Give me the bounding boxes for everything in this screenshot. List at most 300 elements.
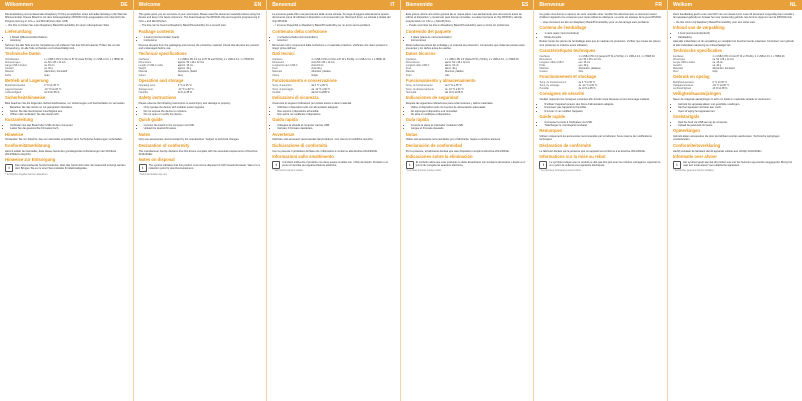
list-item: • 1 Board (Mikrocontroller-Platine) bbox=[10, 36, 128, 39]
list-item: • Instrucciones bbox=[411, 39, 529, 42]
column-header bbox=[534, 0, 667, 10]
spec-value: Aluminium, plastic bbox=[177, 70, 198, 74]
spec-label: Humidité bbox=[539, 87, 549, 91]
conformity-text: The manufacturer hereby declares that this device complies with the essential requirements of Directive 2014/30/EU. bbox=[138, 149, 258, 156]
section-heading-specs: Technische specificaties bbox=[672, 47, 722, 53]
spec-label: Material bbox=[138, 70, 148, 74]
list-item: • Utilice el dispositivo solo con fuentes de alimentación adecuadas. bbox=[411, 106, 529, 109]
section-heading-notes: Notas bbox=[405, 131, 418, 137]
spec-label: Temp. de fonctionnement bbox=[539, 81, 567, 85]
section-heading-quick-guide: Quick guide bbox=[138, 117, 163, 123]
spec-value: 1 x USB-C PD 2.0 (up to 87 W and 5V/3A), 2 x USB-A 3.0, 1 x HDMI 4K bbox=[177, 58, 254, 62]
kit-link[interactable]: → Vous trouverez les kits sur Raspberry Basic/Prime/Hobby pour un démarrage sans problème. bbox=[539, 21, 650, 25]
footnote: * Technical details may vary. bbox=[138, 173, 168, 176]
spec-label: Poids bbox=[539, 64, 546, 68]
spec-value: ca. 15 cm bbox=[44, 64, 55, 68]
spec-value: 1 x USB-C PD 2.0 (fino a 87 W e 5V/3A), 2 x USB-A 3.0, 1 x HDMI 4K bbox=[311, 58, 386, 62]
spec-value: env. 54 x 28 x 12 mm bbox=[578, 57, 602, 61]
spec-label: Operating temp. bbox=[138, 84, 156, 88]
spec-value: da 0 °C a 35 °C bbox=[311, 84, 329, 88]
section-heading-conformity: Déclaration de conformité bbox=[539, 142, 592, 148]
section-heading-operation: Funcionamiento y almacenamiento bbox=[405, 77, 476, 83]
spec-label: Temp. de stockage bbox=[539, 84, 560, 88]
spec-label: Abmessungen bbox=[5, 61, 21, 65]
notes-text: Utilizzare solo accessori raccomandati dal produttore. Con riserva di modifiche tecniche. bbox=[272, 138, 374, 142]
operation-table bbox=[272, 84, 395, 93]
spec-label: Luftfeuchtigkeit bbox=[5, 90, 22, 94]
list-item: • N'utilisez l'appareil qu'avec des blocs d'alimentation adaptés. bbox=[544, 103, 662, 106]
list-item: • 1 placa (placa de microcontrolador) bbox=[411, 36, 529, 39]
section-heading-disposal: Indicaciones sobre la eliminación bbox=[405, 153, 473, 159]
notes-text: Verwenden Sie nur Zubehör, das vom Hersteller empfohlen wird. Technische Änderungen vorbehalten. bbox=[5, 138, 123, 142]
list-item: • Non esporre il dispositivo all'umidità. bbox=[277, 110, 395, 113]
section-heading-conformity: Declaración de conformidad bbox=[405, 142, 463, 148]
spec-row bbox=[673, 87, 797, 90]
list-item: • Öffnen oder verändern Sie das Gerät nicht. bbox=[10, 113, 128, 116]
spec-row bbox=[539, 70, 662, 73]
spec-label: Interfacce bbox=[272, 58, 283, 62]
disposal-text: El símbolo indica que este producto no debe desecharse con la basura doméstica. Llévelo a un punto de recogida de aparatos eléctricos. bbox=[415, 160, 526, 167]
contents-list bbox=[272, 36, 395, 43]
section-heading-operation: Funzionamento e conservazione bbox=[272, 77, 337, 83]
spec-label: Color bbox=[405, 73, 412, 77]
spec-label: Temp. de funcionamiento bbox=[405, 84, 433, 88]
disposal-text: Das nebenstehende Symbol bedeutet, dass das Gerät nicht über den Hausmüll entsorgt werden darf. Bringen Sie es zu einer Sammelstelle für Elektroaltgeräte. bbox=[15, 163, 126, 171]
safety-text: Neem de volgende aanwijzingen in acht om letsel en materiële schade te voorkomen. bbox=[672, 98, 772, 102]
spec-label: Betriebstemperatur bbox=[5, 84, 26, 88]
list-item: • No abra ni modifique el dispositivo. bbox=[411, 113, 529, 116]
language-column-en bbox=[134, 0, 268, 401]
spec-label: Interfaces bbox=[138, 58, 150, 62]
spec-label: Dimensions bbox=[138, 61, 152, 65]
safety-list bbox=[272, 106, 395, 116]
list-item: • N'ouvrez ni ne modifiez l'appareil. bbox=[544, 110, 662, 113]
spec-label: Dimensioni bbox=[272, 61, 285, 65]
spec-value: 1 x USB-C PD 2.0 (jusqu'à 87 W et 5V/3A), 2 x USB-A 3.0, 1 x HDMI 4K bbox=[578, 54, 655, 58]
section-heading-notes: Remarques bbox=[539, 128, 563, 134]
spec-value: 0 °C to 35 °C bbox=[177, 84, 192, 88]
column-header bbox=[134, 0, 267, 10]
safety-list bbox=[406, 106, 529, 116]
spec-label: Temp. di esercizio bbox=[272, 84, 292, 88]
spec-value: circa 40 g bbox=[311, 67, 322, 71]
language-code: DE bbox=[120, 2, 128, 8]
spec-row bbox=[406, 91, 529, 94]
disposal-text: Het symbool geeft aan dat dit product niet met het huisvuil mag worden weggegooid. Breng het naar een inzamelpunt voor elektrische apparaten. bbox=[682, 160, 793, 167]
list-item: • Istruzioni bbox=[277, 39, 395, 42]
spec-value: 1 x USB-C PD 2.0 (tot 87 W en 5V/3A), 2 x USB-A 3.0, 1 x HDMI 4K bbox=[712, 54, 785, 58]
spec-value: Grey bbox=[177, 73, 183, 77]
spec-label: Peso bbox=[272, 67, 278, 71]
spec-value: circa 15 cm bbox=[311, 64, 324, 68]
section-heading-quick-guide: Guide rapide bbox=[539, 113, 565, 119]
language-code: NL bbox=[789, 2, 797, 8]
section-heading-disposal: Informatie over afvoer bbox=[672, 153, 717, 159]
info-icon: i bbox=[139, 164, 147, 172]
list-item: • Mode d'emploi bbox=[544, 36, 662, 39]
spec-label: Materiaal bbox=[672, 67, 683, 71]
section-heading-quick-guide: Guida rapida bbox=[272, 117, 298, 123]
section-heading-notes: Notes bbox=[138, 131, 151, 137]
section-heading-disposal: Hinweise zur Entsorgung bbox=[5, 157, 56, 163]
language-code: IT bbox=[390, 2, 395, 8]
list-item: • 1 board (microcontroller board) bbox=[144, 36, 262, 39]
spec-row bbox=[139, 91, 262, 94]
quick-guide-list bbox=[673, 121, 797, 128]
info-icon: i bbox=[539, 161, 547, 169]
spec-table bbox=[406, 58, 529, 77]
list-item: • Stel het apparaat niet bloot aan vocht. bbox=[678, 106, 797, 109]
list-item: • Open of wijzig het apparaat niet. bbox=[678, 110, 797, 113]
spec-value: de 0 °C a 35 °C bbox=[445, 84, 462, 88]
spec-value: Grigio bbox=[311, 73, 318, 77]
section-heading-conformity: Conformiteitsverklaring bbox=[672, 142, 721, 148]
operation-table bbox=[539, 81, 662, 90]
section-heading-specs: Technical specifications bbox=[138, 51, 187, 57]
spec-value: env. 40 g bbox=[578, 64, 589, 68]
spec-label: Luchtvochtigheid bbox=[672, 87, 691, 91]
list-item: • 1 bord (microcontrollerbord) bbox=[678, 32, 797, 35]
spec-value: approx. 40 g bbox=[177, 67, 192, 71]
section-heading-notes: Avvertenze bbox=[272, 131, 295, 137]
spec-label: Material bbox=[5, 70, 14, 74]
conformity-text: Hierbij verklaart de fabrikant dat dit apparaat voldoet aan richtlijn 2014/30/EU. bbox=[672, 149, 763, 153]
spec-label: Longitud cable USB-C bbox=[405, 64, 430, 68]
spec-label: Dimensions bbox=[539, 57, 552, 61]
operation-table bbox=[406, 84, 529, 93]
intro-text: This guide gives you an overview of your new board. Please read this document carefully before using the device and keep it for future reference. The board features the RP2040 chip and supports programming in C/C++ and MicroPython. bbox=[138, 13, 261, 23]
spec-label: Farbe bbox=[5, 73, 12, 77]
list-item: • Utilizzare il dispositivo solo con alimentatori adeguati. bbox=[277, 106, 395, 109]
contents-list bbox=[406, 36, 529, 43]
spec-label: Gewicht bbox=[672, 64, 682, 68]
welcome-title: Welcome bbox=[138, 2, 161, 8]
section-heading-quick-guide: Guía rápida bbox=[405, 117, 429, 123]
spec-label: Couleur bbox=[539, 70, 548, 74]
footnote: * Los datos técnicos pueden variar. bbox=[405, 170, 442, 173]
spec-value: 10 % bis 85 % bbox=[44, 90, 60, 94]
list-item: • Laden Sie die gewünschte Firmware hoch. bbox=[10, 127, 128, 130]
disposal-text: Il simbolo indica che il prodotto non deve essere smaltito con i rifiuti domestici. Portarlo in un punto di raccolta per apparecchiature elettriche. bbox=[282, 160, 389, 167]
spec-value: ca. 40 g bbox=[44, 67, 53, 71]
section-heading-conformity: Konformitätserklärung bbox=[5, 142, 51, 148]
disposal-note bbox=[272, 161, 395, 169]
spec-value: env. 15 cm bbox=[578, 60, 591, 64]
column-header bbox=[0, 0, 133, 10]
section-heading-contents: Lieferumfang bbox=[5, 28, 32, 34]
operation-table bbox=[139, 84, 262, 93]
spec-value: de 0 °C à 35 °C bbox=[578, 81, 596, 85]
safety-text: Please observe the following instructions to avoid injury and damage to property. bbox=[138, 101, 231, 105]
operation-table bbox=[673, 81, 797, 90]
list-item: • Do not open or modify the device. bbox=[144, 113, 262, 116]
spec-value: ca. 40 g bbox=[712, 64, 722, 68]
spec-value: aprox. 15 cm bbox=[445, 64, 459, 68]
language-column-de bbox=[0, 0, 134, 401]
welcome-title: Bienvenido bbox=[405, 2, 433, 8]
contents-text: Retire todas las piezas del embalaje y el material de protección. Compruebe que todas las piezas estén presentes y sin daños antes de usarlas. bbox=[405, 43, 525, 50]
spec-value: Grijs bbox=[712, 70, 718, 74]
intro-text: La presente guida offre una panoramica della nuova scheda. Si prega di leggere attentamente questo documento prima di utilizzare il dispositivo e di conservarlo per riferimenti futuri. La scheda è dotata del chip RP2040. bbox=[272, 13, 391, 23]
intro-text: Esta guía le ofrece una visión general de su nueva placa. Lea atentamente este documento antes de utilizar el dispositivo y consérvelo para futuras consultas. La placa incorpora el chip RP2040 y admite programación en C/C++ y MicroPython. bbox=[405, 13, 522, 23]
spec-table bbox=[139, 58, 262, 77]
language-code: ES bbox=[521, 2, 529, 8]
spec-label: Interfaces bbox=[672, 54, 684, 58]
spec-value: Aluminium, kunststof bbox=[712, 67, 735, 71]
spec-row bbox=[139, 74, 262, 77]
spec-label: Dimensiones bbox=[405, 61, 420, 65]
language-column-fr bbox=[534, 0, 668, 401]
list-item: • Verbinden Sie das Board über USB mit dem Computer. bbox=[10, 124, 128, 127]
section-heading-safety: Sicherheitshinweise bbox=[5, 94, 46, 100]
spec-row bbox=[539, 87, 662, 90]
spec-label: Opslagtemperatuur bbox=[672, 84, 694, 88]
disposal-note bbox=[673, 161, 797, 169]
section-heading-specs: Datos técnicos bbox=[405, 51, 436, 57]
spec-label: Umidità bbox=[272, 90, 281, 94]
language-column-es bbox=[401, 0, 535, 401]
disposal-note bbox=[539, 161, 662, 169]
spec-table bbox=[272, 58, 395, 77]
spec-label: Storage temp. bbox=[138, 87, 154, 91]
section-heading-conformity: Declaration of conformity bbox=[138, 142, 190, 148]
spec-value: -10 °C bis 60 °C bbox=[44, 87, 62, 91]
spec-value: de -10 °C à 60 °C bbox=[578, 84, 598, 88]
spec-value: circa 54 x 28 x 12 mm bbox=[311, 61, 335, 65]
spec-value: Aluminium, plastique bbox=[578, 67, 601, 71]
quick-guide-list bbox=[539, 121, 662, 128]
spec-value: dal 10 % all'85 % bbox=[311, 90, 330, 94]
spec-value: Aluminium, Kunststoff bbox=[44, 70, 68, 74]
welcome-title: Wilkommen bbox=[5, 2, 34, 8]
conformity-text: Hiermit erklärt der Hersteller, dass dieses Gerät den grundlegenden Anforderungen der Richtlinie 2014/30/EU entspricht. bbox=[5, 149, 117, 156]
welcome-title: Bienvenue bbox=[539, 2, 565, 8]
contents-text: Retirez toutes les pièces de l'emballage ainsi que le matériau de protection. Vérifiez que toutes les pièces sont présentes et intactes avant utilisation. bbox=[539, 40, 661, 47]
disposal-text: The symbol indicates that this product must not be disposed of with household waste. Take it to a collection point for electrical equipment. bbox=[148, 163, 260, 171]
section-heading-contents: Inhoud van de verpakking bbox=[672, 25, 725, 31]
section-heading-safety: Veiligheidsaanwijzingen bbox=[672, 91, 721, 97]
spec-label: Humidity bbox=[138, 90, 148, 94]
section-heading-quick-guide: Kurzanleitung bbox=[5, 117, 33, 123]
contents-text: Remove all parts from the packaging and remove the protective material. Check that all parts are present and undamaged before use. bbox=[138, 43, 259, 50]
welcome-title: Benvenuti bbox=[272, 2, 297, 8]
spec-value: 0 °C bis 35 °C bbox=[44, 84, 60, 88]
spec-label: Longueur câble USB-C bbox=[539, 60, 564, 64]
section-heading-operation: Gebruik en opslag bbox=[672, 74, 710, 80]
section-heading-disposal: Informations sur la mise au rebut bbox=[539, 153, 606, 159]
spec-row bbox=[673, 70, 797, 73]
spec-row bbox=[406, 74, 529, 77]
language-code: EN bbox=[254, 2, 262, 8]
quick-guide-list bbox=[406, 124, 529, 131]
quick-guide-list bbox=[5, 124, 128, 131]
info-icon: i bbox=[673, 161, 681, 169]
list-item: • Collegare la scheda al computer tramite USB. bbox=[277, 124, 395, 127]
kit-link[interactable]: → Puede encontrar los kits en Raspberry Basic/Prime/Hobby para un inicio sin problemas. bbox=[405, 24, 510, 28]
list-item: • Connectez la carte à l'ordinateur via USB. bbox=[544, 121, 662, 124]
language-column-it bbox=[267, 0, 401, 401]
contents-list bbox=[139, 36, 262, 43]
section-heading-contents: Contenu de l'emballage bbox=[539, 25, 587, 31]
spec-row bbox=[272, 91, 395, 94]
list-item: • Instructions bbox=[144, 39, 262, 42]
safety-text: Veuillez respecter les consignes suivantes afin d'éviter toute blessure et tout dommage matériel. bbox=[539, 98, 650, 102]
spec-label: Lunghezza cavo USB-C bbox=[272, 64, 298, 68]
spec-label: Length of USB-C cable bbox=[138, 64, 164, 68]
conformity-text: Con la presente il produttore dichiara che il dispositivo è conforme alla direttiva 2014/30/UE. bbox=[272, 149, 378, 153]
info-icon: i bbox=[406, 161, 414, 169]
spec-row bbox=[272, 74, 395, 77]
spec-value: Gris bbox=[445, 73, 450, 77]
language-column-nl bbox=[668, 0, 802, 401]
spec-label: Kleur bbox=[672, 70, 679, 74]
list-item: • Connect the board to the computer via USB. bbox=[144, 124, 262, 127]
spec-table bbox=[5, 58, 128, 77]
list-item: • Betreiben Sie das Gerät nur mit geeigneten Netzteilen. bbox=[10, 106, 128, 109]
list-item: • Handleiding bbox=[678, 36, 797, 39]
disposal-text: Le symbole indique que ce produit ne doit pas être jeté avec les ordures ménagères. Apportez-le à un point de collecte pour appareils électriques. bbox=[549, 160, 661, 167]
quick-guide-list bbox=[272, 124, 395, 131]
column-header bbox=[267, 0, 400, 10]
spec-value: 1 x USB-C PD 2.0 (hasta 87 W y 5V/3A), 2 x USB-A 3.0, 1 x HDMI 4K bbox=[445, 58, 519, 62]
section-heading-specs: Caractéristiques techniques bbox=[539, 47, 596, 53]
spec-label: Länge USB-C-Kabel bbox=[5, 64, 27, 68]
list-item: • No exponga el dispositivo a la humedad. bbox=[411, 110, 529, 113]
spec-value: da -10 °C a 60 °C bbox=[311, 87, 331, 91]
section-heading-contents: Package contents bbox=[138, 28, 175, 34]
section-heading-operation: Betrieb und Lagerung bbox=[5, 77, 49, 83]
spec-value: ca. 15 cm bbox=[712, 60, 723, 64]
spec-value: aprox. 40 g bbox=[445, 67, 457, 71]
intro-text: Ce guide vous donne un aperçu de votre nouvelle carte. Veuillez lire attentivement ce document avant d'utiliser l'appareil et le conserver pour toute référence ultérieure. La carte est équipée de la puce RP2040. bbox=[539, 13, 662, 20]
spec-label: Lengte USB-C-kabel bbox=[672, 60, 695, 64]
spec-label: Bedrijfstemperatuur bbox=[672, 81, 694, 85]
spec-value: Gris bbox=[578, 70, 583, 74]
list-item: • Caricare il firmware desiderato. bbox=[277, 127, 395, 130]
footnote: * Technische gegevens kunnen afwijken. bbox=[672, 170, 715, 173]
section-heading-specs: Dati tecnici bbox=[272, 51, 295, 57]
spec-label: Interfaces bbox=[539, 54, 550, 58]
safety-list bbox=[539, 103, 662, 113]
spec-value: Grau bbox=[44, 73, 50, 77]
spec-value: Alluminio, plastica bbox=[311, 70, 331, 74]
spec-value: 10 % tot 85 % bbox=[712, 87, 728, 91]
column-header bbox=[668, 0, 802, 10]
spec-value: de 10 % à 85 % bbox=[578, 87, 596, 91]
contents-list bbox=[673, 32, 797, 39]
spec-row bbox=[5, 91, 128, 94]
section-heading-safety: Safety instructions bbox=[138, 94, 177, 100]
disposal-note bbox=[5, 164, 128, 172]
list-item: • Only operate the device with suitable power supplies. bbox=[144, 106, 262, 109]
spec-value: approx. 54 x 28 x 12 mm bbox=[177, 61, 205, 65]
spec-value: aprox. 54 x 28 x 12 mm bbox=[445, 61, 470, 65]
list-item: • N'exposez pas l'appareil à l'humidité. bbox=[544, 106, 662, 109]
section-heading-operation: Operation and storage bbox=[138, 77, 184, 83]
kit-link[interactable]: → De kits vindt u bij Raspberry Basic/Prime/Hobby voor een vlotte start. bbox=[672, 21, 756, 25]
spec-label: Lagertemperatur bbox=[5, 87, 23, 91]
list-item: • 1 scheda (scheda microcontrollore) bbox=[277, 36, 395, 39]
list-item: • Sluit het bord via USB aan op de computer. bbox=[678, 121, 797, 124]
disposal-note bbox=[406, 161, 529, 169]
spec-label: Material bbox=[405, 70, 415, 74]
section-heading-disposal: Notes on disposal bbox=[138, 157, 175, 163]
spec-value: del 10 % al 85 % bbox=[445, 90, 463, 94]
spec-label: Gewicht bbox=[5, 67, 14, 71]
disposal-note bbox=[139, 164, 262, 172]
spec-value: 10 % to 85 % bbox=[177, 90, 193, 94]
section-heading-conformity: Dichiarazione di conformità bbox=[272, 142, 328, 148]
list-item: • Upload de gewenste firmware. bbox=[678, 124, 797, 127]
spec-label: Materiale bbox=[272, 70, 283, 74]
spec-value: approx. 15 cm bbox=[177, 64, 193, 68]
kit-link[interactable]: → The kits can be found at Raspberry Basic/Prime/Hobby for a smooth start. bbox=[138, 24, 227, 28]
section-heading-safety: Consignes de sécurité bbox=[539, 91, 585, 97]
intro-text: Deze handleiding geeft u een overzicht van uw nieuwe bord. Lees dit document zorgvuldig door voordat u het apparaat gebruikt en bewaar het voor toekomstig gebruik. Het bord is uitgerust met de RP2040-chip. bbox=[672, 13, 795, 20]
contents-text: Nehmen Sie alle Teile aus der Verpackung und entfernen Sie das Schutzmaterial. Prüfen Sie vor der Verwendung, ob alle Teile vorhanden und unbeschädigt sind. bbox=[5, 43, 121, 50]
section-heading-notes: Opmerkingen bbox=[672, 128, 700, 134]
spec-value: Aluminio, plástico bbox=[445, 70, 464, 74]
section-heading-specs: Technische Daten bbox=[5, 51, 41, 57]
spec-value: 1 x USB-C PD 2.0 (bis zu 87 W sowie 5V/3A), 2 x USB-A 3.0, 1 x HDMI 4K bbox=[44, 58, 124, 62]
list-item: • Upload the desired firmware. bbox=[144, 127, 262, 130]
list-item: • Non aprire né modificare il dispositivo. bbox=[277, 113, 395, 116]
kit-link[interactable]: → Die Kits zu finden Sie unter Raspberry Basic/Prime/Hobby für einen reibungslosen Start. bbox=[5, 24, 110, 28]
spec-value: -10 °C tot 60 °C bbox=[712, 84, 730, 88]
footnote: * Technische Angaben können abweichen. bbox=[5, 173, 49, 176]
quick-guide-list bbox=[139, 124, 262, 131]
spec-value: de -10 °C a 60 °C bbox=[445, 87, 464, 91]
column-header bbox=[401, 0, 534, 10]
spec-label: Humedad bbox=[405, 90, 417, 94]
section-heading-quick-guide: Snelstartgids bbox=[672, 113, 700, 119]
notes-text: Utilice solo accesorios recomendados por el fabricante. Sujeto a cambios técnicos. bbox=[405, 138, 501, 142]
spec-table bbox=[539, 55, 662, 74]
spec-value: -10 °C to 60 °C bbox=[177, 87, 194, 91]
welcome-title: Welkom bbox=[672, 2, 693, 8]
safety-text: Respete las siguientes indicaciones para evitar lesiones y daños materiales. bbox=[405, 101, 494, 105]
safety-text: Bitte beachten Sie die folgenden Sicherheitshinweise, um Verletzungen und Sachschäden zu vermeiden. bbox=[5, 101, 126, 105]
section-heading-safety: Indicazioni di sicurezza bbox=[272, 94, 319, 100]
intro-text: Die Entwicklung und umfassenden Raspberry Pi Pico ermöglichen einen schnellen Einstieg in die Welt der Mikrocontroller. Dieses Board ist mit dem leistungsstarken RP2040-Chip ausgestattet und unterstützt die Programmierung in C/C++ und MicroPython über USB. bbox=[5, 13, 128, 23]
contents-text: Rimuovere tutti i componenti dalla confezione e il materiale protettivo. Verificare che siano presenti e integri prima dell'uso. bbox=[272, 43, 388, 50]
footnote: * I dati tecnici possono variare. bbox=[272, 170, 304, 173]
conformity-text: Le fabricant déclare par la présente que cet appareil est conforme à la directive 2014/30/UE. bbox=[539, 149, 646, 153]
safety-text: Osservare le seguenti indicazioni per evitare lesioni e danni materiali. bbox=[272, 101, 352, 105]
kit-link[interactable]: → I kit sono disponibili su Raspberry Basic/Prime/Hobby per un avvio senza problemi. bbox=[272, 24, 371, 28]
list-item: • Cargue el firmware deseado. bbox=[411, 127, 529, 130]
section-heading-safety: Indicaciones de seguridad bbox=[405, 94, 459, 100]
list-item: • Anleitung bbox=[10, 39, 128, 42]
list-item: • Do not expose the device to moisture. bbox=[144, 110, 262, 113]
list-item: • 1 carte (carte microcontrôleur) bbox=[544, 32, 662, 35]
spec-value: ca. 54 x 28 x 12 mm bbox=[44, 61, 66, 65]
info-icon: i bbox=[272, 161, 280, 169]
spec-table bbox=[673, 55, 797, 74]
spec-value: 0 °C tot 35 °C bbox=[712, 81, 728, 85]
safety-list bbox=[673, 103, 797, 113]
section-heading-notes: Hinweise bbox=[5, 131, 24, 137]
notes-text: Only use accessories recommended by the manufacturer. Subject to technical changes. bbox=[138, 138, 240, 142]
contents-list bbox=[539, 32, 662, 39]
notes-text: Utilisez uniquement les accessoires recommandés par le fabricant. Sous réserve de modifications techniques. bbox=[539, 135, 652, 142]
safety-list bbox=[5, 106, 128, 116]
section-heading-contents: Contenido del paquete bbox=[405, 28, 451, 34]
spec-row bbox=[5, 74, 128, 77]
notes-text: Gebruik alleen accessoires die door de fabrikant worden aanbevolen. Technische wijzigingen voorbehouden. bbox=[672, 135, 780, 142]
footnote: * Les données techniques peuvent varier. bbox=[539, 170, 582, 173]
section-heading-contents: Contenuto della confezione bbox=[272, 28, 327, 34]
